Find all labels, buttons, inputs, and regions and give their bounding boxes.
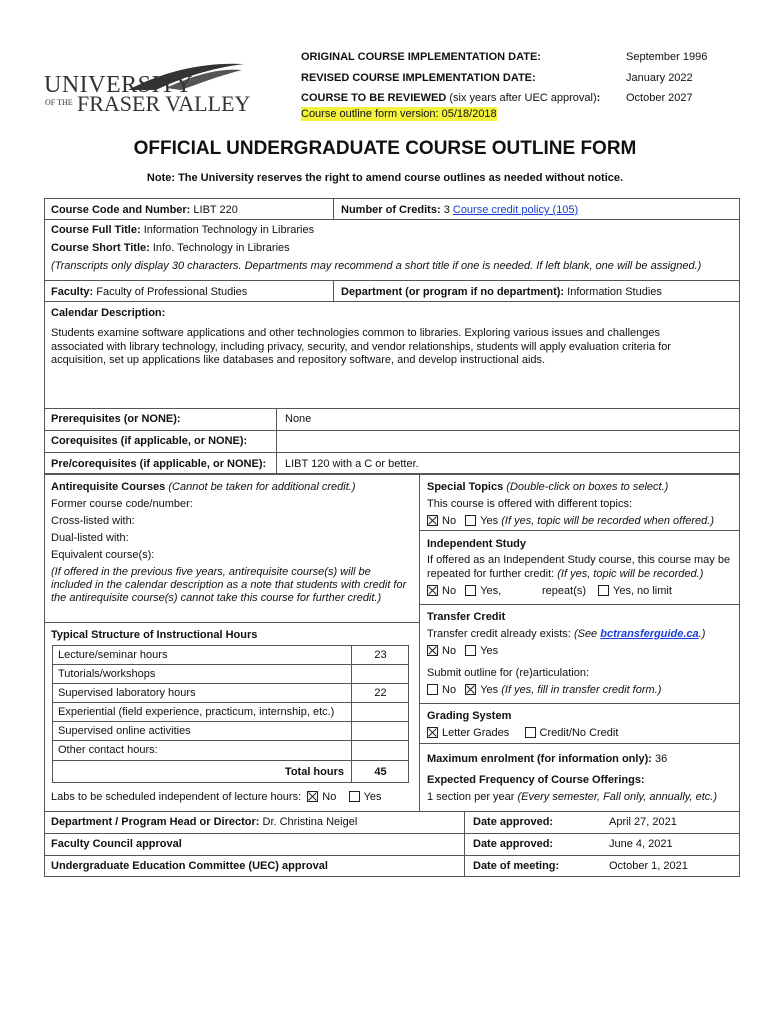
department-head-value[interactable]: Dr. Christina Neigel [262, 816, 358, 828]
repeats-label: repeat(s) [542, 585, 587, 597]
independent-study-yes-label: Yes, [480, 585, 502, 597]
date-approved-value[interactable]: April 27, 2021 [609, 816, 677, 828]
transfer-exists-text: Transfer credit already exists: [427, 628, 571, 640]
max-enrolment-value[interactable]: 36 [654, 753, 668, 765]
frequency [427, 790, 717, 804]
special-topics-yes-checkbox[interactable] [465, 515, 476, 526]
department-value[interactable]: Information Studies [567, 286, 662, 298]
labs-no-checkbox[interactable] [307, 791, 318, 802]
submit-yes-label: Yes [480, 684, 499, 696]
submit-no-checkbox[interactable] [427, 684, 438, 695]
no-limit-label: Yes, no limit [613, 585, 672, 597]
page-title: OFFICIAL UNDERGRADUATE COURSE OUTLINE FORM [133, 138, 637, 159]
special-topics-options [427, 514, 714, 528]
grading-options [427, 726, 618, 740]
credits-label: Number of Credits: [341, 204, 441, 216]
independent-study-no-label: No [442, 585, 457, 597]
antireq-note: (Cannot be taken for additional credit.) [168, 481, 356, 493]
department-head-label: Department / Program Head or Director: [51, 816, 260, 828]
special-topics-yes-note: (If yes, topic will be recorded when offered.) [501, 515, 715, 527]
faculty-council-label: Faculty Council approval [51, 838, 182, 850]
no-limit-checkbox[interactable] [598, 585, 609, 596]
faculty [51, 285, 247, 299]
transfer-exists-no-label: No [442, 645, 457, 657]
credit-no-credit-label: Credit/No Credit [539, 727, 619, 739]
frequency-label: Expected Frequency of Course Offerings: [427, 774, 645, 786]
transfer-credit-label: Transfer Credit [427, 611, 506, 623]
transfer-exists-yes-label: Yes [480, 645, 499, 657]
antireq-heading [51, 480, 355, 494]
page-note: Note: The University reserves the right to amend course outlines as needed without notice. [146, 172, 624, 184]
hours-row-name: Experiential (field experience, practicum, internship, etc.) [58, 706, 335, 718]
prereq-label: Prerequisites (or NONE): [51, 413, 181, 425]
transfer-exists-note-pre: (See [573, 628, 598, 640]
submit-outline-options [427, 683, 661, 697]
department-label: Department (or program if no department): [341, 286, 565, 298]
date-approved-label: Date approved: [473, 838, 554, 850]
special-topics-label: Special Topics [427, 481, 504, 493]
form-version: Course outline form version: 05/18/2018 [301, 108, 497, 120]
department [341, 285, 662, 299]
hours-row-value[interactable]: 22 [374, 687, 387, 699]
independent-study-options [427, 584, 501, 598]
credits [341, 203, 578, 217]
cross-listed[interactable]: Cross-listed with: [51, 515, 135, 527]
independent-study-note: (If yes, topic will be recorded.) [557, 567, 704, 580]
hours-row-name: Lecture/seminar hours [58, 649, 168, 661]
transcript-note: (Transcripts only display 30 characters. Departments may recommend a short title if one is needed. If left blank, one will be assigned.) [51, 260, 702, 272]
coreq-label: Corequisites (if applicable, or NONE): [51, 435, 248, 447]
total-hours-label: Total hours [284, 766, 344, 778]
special-topics-heading [427, 480, 668, 494]
credits-value[interactable]: 3 [443, 204, 450, 216]
date-approved-value[interactable]: June 4, 2021 [609, 838, 673, 850]
precoreq-label: Pre/corequisites (if applicable, or NONE): [51, 458, 267, 470]
transfer-exists-note-post: .) [698, 628, 706, 640]
uec-label: Undergraduate Education Committee (UEC) approval [51, 860, 328, 872]
logo-line1: UNIVERSITY [44, 72, 193, 98]
grading-label: Grading System [427, 710, 512, 722]
original-date-label: ORIGINAL COURSE IMPLEMENTATION DATE: [301, 51, 541, 63]
submit-outline-text: Submit outline for (re)articulation: [427, 667, 590, 679]
independent-study-desc: If offered as an Independent Study course, this course may be repeated for further credit: [427, 554, 731, 580]
calendar-description[interactable]: Students examine software applications and other technologies common to libraries. Exploring various issues and challenges associated with library technology, including privacy, security, and vendor relationships, students will apply evaluation criteria for acquisition, set up applications like databases and repository software, and develop instructional aids. [51, 327, 671, 366]
submit-no-label: No [442, 684, 457, 696]
antireq-label: Antirequisite Courses [51, 481, 166, 493]
hours-row-name: Supervised online activities [58, 725, 191, 737]
full-title-value[interactable]: Information Technology in Libraries [143, 224, 315, 236]
prereq-value[interactable]: None [285, 413, 312, 425]
review-colon: : [596, 92, 601, 104]
labs-yes-label: Yes [363, 791, 382, 803]
date-approved-label: Date approved: [473, 816, 554, 828]
short-title-value[interactable]: Info. Technology in Libraries [152, 242, 290, 254]
independent-study-yes-checkbox[interactable] [465, 585, 476, 596]
transfer-exists-options [427, 644, 498, 658]
credit-policy-link[interactable]: Course credit policy (105) [452, 204, 579, 216]
dual-listed[interactable]: Dual-listed with: [51, 532, 129, 544]
full-title [51, 223, 314, 237]
labs-scheduling [51, 790, 382, 804]
course-code [51, 203, 238, 217]
equivalent-courses[interactable]: Equivalent course(s): [51, 549, 155, 561]
transfer-exists [427, 627, 705, 641]
special-topics-note: (Double-click on boxes to select.) [506, 481, 669, 493]
review-date-value: October 2027 [626, 92, 693, 104]
special-topics-no-checkbox[interactable] [427, 515, 438, 526]
submit-yes-checkbox[interactable] [465, 684, 476, 695]
short-title [51, 241, 290, 255]
independent-study-no-limit [598, 584, 672, 598]
frequency-note: (Every semester, Fall only, annually, etc.) [517, 791, 717, 803]
original-date-value: September 1996 [626, 51, 708, 63]
university-logo [44, 60, 251, 122]
logo-prefix: OF THE [45, 98, 73, 107]
independent-study-label: Independent Study [427, 538, 526, 550]
faculty-value[interactable]: Faculty of Professional Studies [96, 286, 248, 298]
revised-date-label: REVISED COURSE IMPLEMENTATION DATE: [301, 72, 536, 84]
full-title-label: Course Full Title: [51, 224, 141, 236]
course-code-value[interactable]: LIBT 220 [193, 204, 238, 216]
logo-line2: FRASER VALLEY [77, 91, 251, 116]
review-label: COURSE TO BE REVIEWED [301, 92, 447, 104]
special-topics-no-label: No [442, 515, 457, 527]
meeting-date-value[interactable]: October 1, 2021 [609, 860, 688, 872]
department-head [51, 815, 357, 829]
max-enrolment-label: Maximum enrolment (for information only): [427, 753, 652, 765]
labs-label: Labs to be scheduled independent of lecture hours: [51, 791, 302, 803]
submit-yes-note: (If yes, fill in transfer credit form.) [501, 684, 662, 696]
letter-grades-label: Letter Grades [442, 727, 510, 739]
total-hours-value[interactable]: 45 [374, 766, 387, 778]
review-note: (six years after UEC approval) [449, 92, 597, 104]
faculty-label: Faculty: [51, 286, 94, 298]
former-course[interactable]: Former course code/number: [51, 498, 193, 510]
independent-study-text [427, 554, 737, 581]
hours-label: Typical Structure of Instructional Hours [51, 629, 258, 641]
short-title-label: Course Short Title: [51, 242, 150, 254]
credit-no-credit-checkbox[interactable] [525, 727, 536, 738]
hours-row-name: Other contact hours: [58, 744, 158, 756]
hours-row-name: Tutorials/workshops [58, 668, 156, 680]
labs-yes-checkbox[interactable] [349, 791, 360, 802]
frequency-value[interactable]: 1 section per year [427, 791, 515, 803]
revised-date-value: January 2022 [626, 72, 693, 84]
meeting-date-label: Date of meeting: [473, 860, 560, 872]
review-date-label [301, 91, 600, 105]
antireq-explanation: (If offered in the previous five years, antirequisite course(s) will be included in the calendar description as a note that students with credit for the antirequisite course(s) cannot take this course for further credit.) [51, 566, 407, 604]
precoreq-value[interactable]: LIBT 120 with a C or better. [285, 458, 419, 470]
course-code-label: Course Code and Number: [51, 204, 191, 216]
labs-no-label: No [322, 791, 337, 803]
special-topics-yes-label: Yes [480, 515, 499, 527]
letter-grades-checkbox[interactable] [427, 727, 438, 738]
transfer-exists-no-checkbox[interactable] [427, 645, 438, 656]
hours-row-name: Supervised laboratory hours [58, 687, 196, 699]
max-enrolment [427, 752, 667, 766]
special-topics-text: This course is offered with different topics: [427, 498, 633, 510]
transfer-exists-yes-checkbox[interactable] [465, 645, 476, 656]
calendar-label: Calendar Description: [51, 307, 166, 319]
independent-study-no-checkbox[interactable] [427, 585, 438, 596]
hours-row-value[interactable]: 23 [374, 649, 387, 661]
bctransferguide-link[interactable]: bctransferguide.ca [600, 628, 699, 640]
